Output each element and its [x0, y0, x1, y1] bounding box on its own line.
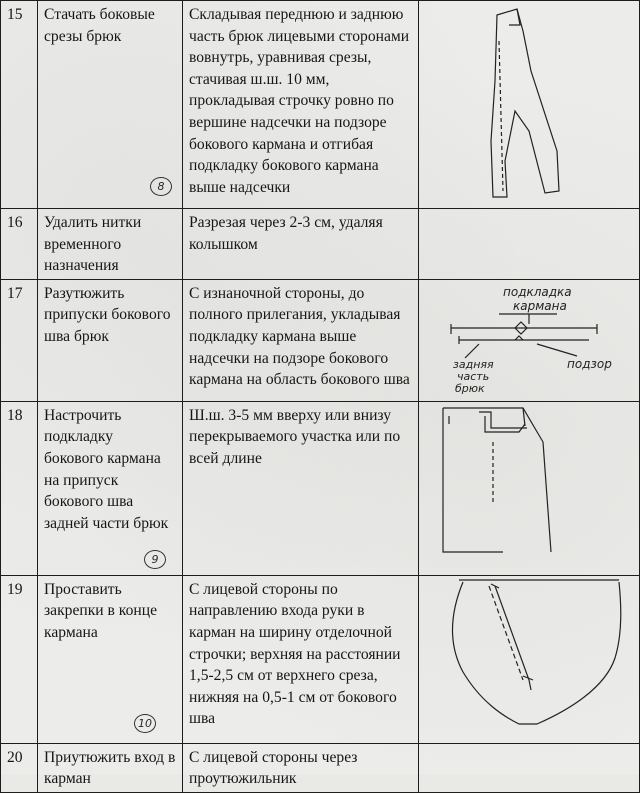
row-number: 15: [1, 1, 38, 209]
figure-cell-empty: [419, 209, 640, 280]
operation-description: Складывая переднюю и заднюю часть брюк лицевыми сторонами вовнутрь, уравнивая срезы, стачивая ш.ш. 10 мм, прокладывая строчку ровно по вершине надсечки на подзоре бокового кармана и отгибая подкладку бокового кармана выше надсечки: [183, 1, 419, 209]
operation-description: Разрезая через 2-3 см, удаляя колышком: [183, 209, 419, 280]
figure-cell: [419, 1, 640, 209]
pocket-bartack-sketch: [419, 576, 640, 742]
label-back-part-1: задняя: [453, 357, 494, 371]
label-pocket-lining-1: подкладка: [503, 284, 572, 299]
figure-cell: [419, 401, 640, 575]
seam-pressing-sketch: [419, 280, 640, 400]
figure-mark: 9: [144, 550, 166, 569]
lining-topstitch-sketch: [419, 402, 640, 574]
row-number: 20: [1, 743, 38, 792]
operation-text: Проставить закрепки в конце кармана: [44, 580, 157, 641]
operation-text: Стачать боковые срезы брюк: [44, 6, 155, 45]
row-number: 16: [1, 209, 38, 280]
row-number: 19: [1, 575, 38, 743]
operation-description: С изнаночной стороны, до полного прилегания, укладывая подкладку кармана выше надсечки на подзоре бокового кармана на область бокового шва: [183, 279, 419, 401]
operation-name: [38, 401, 183, 575]
row-number: 18: [1, 401, 38, 575]
figure-cell-empty: [419, 743, 640, 792]
label-facing: подзор: [567, 356, 612, 371]
operation-description: С лицевой стороны по направлению входа руки в карман на ширину отделочной строчки; верхняя на расстоянии 1,5-2,5 см от верхнего среза, нижняя на 0,5-1 см от бокового шва: [183, 575, 419, 743]
table-row: [1, 575, 640, 743]
operation-description: Ш.ш. 3-5 мм вверху или внизу перекрываемого участка или по всей длине: [183, 401, 419, 575]
operation-text: Настрочить подкладку бокового кармана на припуск бокового шва задней части брюк: [44, 406, 169, 532]
table-row: [1, 743, 640, 792]
label-back-part-3: брюк: [455, 381, 485, 395]
table-row: [1, 401, 640, 575]
operation-description: С лицевой стороны через проутюжильник: [183, 743, 419, 792]
trouser-side-sketch: [419, 1, 640, 207]
table-row: [1, 209, 640, 280]
operation-name: [38, 575, 183, 743]
operation-name: Приутюжить вход в карман: [38, 743, 183, 792]
operation-name: [38, 1, 183, 209]
operation-name: Удалить нитки временного назначения: [38, 209, 183, 280]
label-back-part-2: часть: [457, 369, 490, 383]
table-row: [1, 1, 640, 209]
figure-mark: 10: [134, 714, 156, 733]
row-number: 17: [1, 279, 38, 401]
figure-cell: [419, 575, 640, 743]
figure-mark: 8: [150, 177, 172, 196]
label-pocket-lining-2: кармана: [513, 298, 567, 313]
table-row: [1, 279, 640, 401]
figure-cell: [419, 279, 640, 401]
operation-name: Разутюжить припуски бокового шва брюк: [38, 279, 183, 401]
